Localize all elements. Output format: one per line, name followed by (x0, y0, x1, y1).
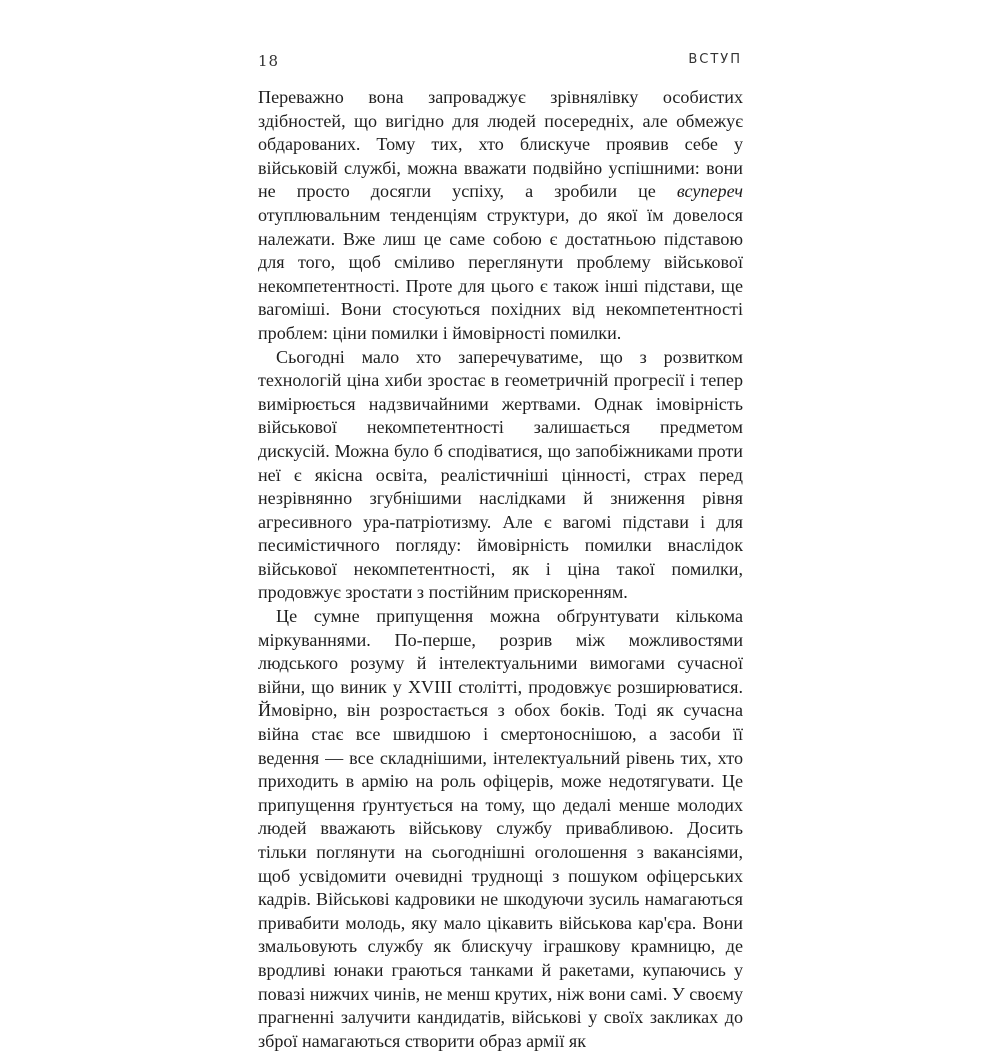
paragraph-2-text: Сьогодні мало хто заперечуватиме, що з розвитком технологій ціна хиби зростає в геометричній прогресії і тепер вимірюється надзвичайними жертвами. Однак імовірність військової некомпетентності залишається предметом дискусій. Можна було б сподіватися, що запобіжниками проти неї є якісна освіта, реалістичніші цінності, страх перед незрівнянно згубнішими наслідками й зниження рівня агресивного ура-патріотизму. Але є вагомі підстави і для песимістичного погляду: ймовірність помилки внаслідок військової некомпетентності, як і ціна такої помилки, продовжує зростати з постійним прискоренням. (258, 346, 743, 603)
paragraph-1 (258, 86, 743, 346)
body-text (258, 86, 743, 1053)
paragraph-1-text-start: Переважно вона запроваджує зрівнялівку особистих здібностей, що вигідно для людей посередніх, але обмежує обдарованих. Тому тих, хто блискуче проявив себе у військовій службі, можна вважати подвійно успішними: вони не просто досягли успіху, а зробили це (258, 87, 743, 202)
paragraph-1-text-end: отуплювальним тенденціям структури, до якої їм довелося належати. Вже лиш це саме собою є достатньою підставою для того, щоб сміливо переглянути проблему військової некомпетентності. Проте для цього є також інші підстави, ще вагоміші. Вони стосуються похідних від некомпетентності проблем: ціни помилки і ймовірності помилки. (258, 204, 743, 343)
page-number: 18 (258, 52, 280, 70)
paragraph-1-emphasis: всупереч (676, 181, 743, 202)
running-header: ВСТУП (688, 52, 742, 67)
paragraph-3-text: Це сумне припущення можна обґрунтувати кількома міркуваннями. По-перше, розрив між можливостями людського розуму й інтелектуальними вимогами сучасної війни, що виник у XVIII столітті, продовжує розширюватися. Ймовірно, він розростається з обох боків. Тоді як сучасна війна стає все швидшою і смертоноснішою, а засоби її ведення — все складнішими, інтелектуальний рівень тих, хто приходить в армію на роль офіцерів, може недотягувати. Це припущення ґрунтується на тому, що дедалі менше молодих людей вважають військову службу привабливою. Досить тільки поглянути на сьогоднішні оголошення з вакансіями, щоб усвідомити очевидні труднощі з пошуком офіцерських кадрів. Військові кадровики не шкодуючи зусиль намагаються привабити молодь, яку мало цікавить військова кар'єра. Вони змальовують службу як блискучу іграшкову крамницю, де вродливі юнаки граються танками й ракетами, купаючись у повазі нижчих чинів, не менш крутих, ніж вони самі. У своєму прагненні залучити кандидатів, військові у своїх закликах до зброї намагаються створити образ армії як (258, 606, 743, 1051)
paragraph-3 (258, 605, 743, 1053)
paragraph-2 (258, 346, 743, 606)
